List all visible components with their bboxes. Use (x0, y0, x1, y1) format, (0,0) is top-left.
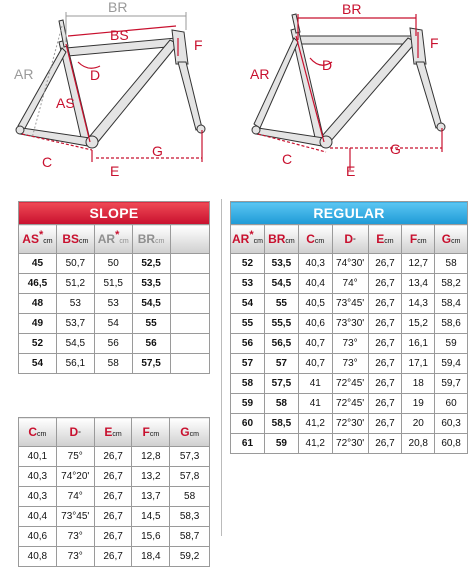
table-cell: 60,3 (435, 414, 468, 434)
table-cell: 53,7 (56, 314, 94, 334)
table-cell: 73° (56, 527, 94, 547)
table-cell: 54,5 (132, 294, 170, 314)
table-cell: 12,8 (132, 447, 170, 467)
table-cell: 73° (332, 354, 368, 374)
slope1-header-3: BRcm (132, 225, 170, 254)
table-cell: 26,7 (368, 294, 402, 314)
slope1-header-0: AS*cm (19, 225, 57, 254)
table-cell: 41,2 (298, 434, 332, 454)
table-cell: 60 (435, 394, 468, 414)
table-cell: 58 (264, 394, 298, 414)
table-cell: 73° (332, 334, 368, 354)
slope2-header-0: Ccm (19, 418, 57, 447)
slope2-header-1: D° (56, 418, 94, 447)
table-cell: 73°45' (56, 507, 94, 527)
label-br-left: BR (108, 0, 128, 15)
table-cell: 72°30' (332, 414, 368, 434)
table-cell: 60,8 (435, 434, 468, 454)
table-cell: 26,7 (368, 314, 402, 334)
table-cell: 53 (56, 294, 94, 314)
label-c-right: C (282, 151, 293, 167)
table-cell: 54 (19, 354, 57, 374)
table-cell: 52 (231, 254, 265, 274)
table-row (19, 254, 210, 274)
table-cell: 41 (298, 394, 332, 414)
table-cell: 57,8 (170, 467, 210, 487)
table-cell: 57 (264, 354, 298, 374)
slope-header-row-1 (19, 225, 210, 254)
table-row (231, 374, 468, 394)
empty-cell (170, 294, 210, 314)
label-br-right: BR (342, 1, 362, 17)
table-row (231, 254, 468, 274)
table-cell: 17,1 (402, 354, 435, 374)
table-cell: 58,4 (435, 294, 468, 314)
regular-frame-drawing (246, 0, 468, 186)
table-cell: 58 (231, 374, 265, 394)
table-cell: 55 (132, 314, 170, 334)
label-f-left: F (194, 37, 203, 53)
table-cell: 74°30' (332, 254, 368, 274)
table-cell: 26,7 (368, 254, 402, 274)
table-cell: 16,1 (402, 334, 435, 354)
table-cell: 26,7 (368, 354, 402, 374)
table-cell: 15,6 (132, 527, 170, 547)
table-cell: 40,4 (298, 274, 332, 294)
regular-title: REGULAR (231, 202, 468, 225)
slope2-header-3: Fcm (132, 418, 170, 447)
label-as: AS (56, 95, 75, 111)
table-cell: 40,3 (298, 254, 332, 274)
table-cell: 57,5 (132, 354, 170, 374)
table-cell: 13,7 (132, 487, 170, 507)
table-row (231, 274, 468, 294)
table-row (19, 467, 210, 487)
label-e-right: E (346, 163, 356, 179)
table-row (19, 334, 210, 354)
table-cell: 57,5 (264, 374, 298, 394)
table-cell: 26,7 (368, 414, 402, 434)
table-row (231, 334, 468, 354)
table-cell: 40,7 (298, 354, 332, 374)
table-cell: 41,2 (298, 414, 332, 434)
table-cell: 26,7 (368, 434, 402, 454)
table-cell: 54 (231, 294, 265, 314)
label-g-left: G (152, 143, 163, 159)
label-c-left: C (42, 154, 53, 170)
table-row (19, 447, 210, 467)
table-row (231, 394, 468, 414)
table-cell: 52 (19, 334, 57, 354)
table-cell: 40,7 (298, 334, 332, 354)
table-cell: 26,7 (94, 467, 132, 487)
slope-frame-diagram (8, 0, 230, 186)
table-cell: 26,7 (94, 447, 132, 467)
table-row (19, 507, 210, 527)
table-cell: 20,8 (402, 434, 435, 454)
table-cell: 26,7 (94, 527, 132, 547)
table-cell: 56 (231, 334, 265, 354)
label-d-left: D (90, 67, 101, 83)
table-row (231, 314, 468, 334)
table-cell: 61 (231, 434, 265, 454)
table-cell: 73°30' (332, 314, 368, 334)
table-row (19, 354, 210, 374)
table-cell: 41 (298, 374, 332, 394)
table-cell: 57,3 (170, 447, 210, 467)
table-cell: 20 (402, 414, 435, 434)
table-row (231, 414, 468, 434)
slope-size-table (18, 201, 210, 374)
table-cell: 26,7 (368, 394, 402, 414)
empty-cell (170, 274, 210, 294)
table-cell: 58,5 (264, 414, 298, 434)
regular-header-row (231, 225, 468, 254)
empty-cell (170, 314, 210, 334)
table-cell: 54 (94, 314, 132, 334)
label-g-right: G (390, 141, 401, 157)
table-row (19, 527, 210, 547)
table-cell: 51,5 (94, 274, 132, 294)
table-cell: 45 (19, 254, 57, 274)
table-cell: 56 (132, 334, 170, 354)
table-cell: 59 (231, 394, 265, 414)
table-cell: 26,7 (94, 507, 132, 527)
table-cell: 40,6 (19, 527, 57, 547)
table-cell: 59 (264, 434, 298, 454)
table-cell: 26,7 (368, 374, 402, 394)
table-cell: 58 (170, 487, 210, 507)
table-cell: 53,5 (264, 254, 298, 274)
empty-header-cell (170, 225, 210, 254)
slope-header-row-2 (19, 418, 210, 447)
table-cell: 40,4 (19, 507, 57, 527)
table-cell: 40,3 (19, 467, 57, 487)
table-cell: 54,5 (56, 334, 94, 354)
table-cell: 26,7 (368, 274, 402, 294)
table-cell: 53 (231, 274, 265, 294)
table-cell: 26,7 (368, 334, 402, 354)
label-ar-right: AR (250, 66, 270, 82)
table-cell: 18,4 (132, 547, 170, 567)
table-cell: 58,2 (435, 274, 468, 294)
table-cell: 40,5 (298, 294, 332, 314)
table-cell: 54,5 (264, 274, 298, 294)
regular-header-6: Gcm (435, 225, 468, 254)
slope2-header-4: Gcm (170, 418, 210, 447)
regular-header-1: BRcm (264, 225, 298, 254)
table-cell: 14,5 (132, 507, 170, 527)
table-cell: 12,7 (402, 254, 435, 274)
empty-cell (170, 334, 210, 354)
table-cell: 74° (56, 487, 94, 507)
table-cell: 50 (94, 254, 132, 274)
table-cell: 40,1 (19, 447, 57, 467)
table-cell: 53 (94, 294, 132, 314)
slope2-header-2: Ecm (94, 418, 132, 447)
table-cell: 59,2 (170, 547, 210, 567)
table-cell: 58 (435, 254, 468, 274)
table-row (19, 274, 210, 294)
table-cell: 14,3 (402, 294, 435, 314)
table-cell: 60 (231, 414, 265, 434)
table-cell: 74°20' (56, 467, 94, 487)
slope1-header-2: AR*cm (94, 225, 132, 254)
slope-title: SLOPE (19, 202, 210, 225)
table-cell: 19 (402, 394, 435, 414)
center-divider (221, 199, 222, 536)
table-cell: 55,5 (264, 314, 298, 334)
table-cell: 72°45' (332, 394, 368, 414)
table-cell: 46,5 (19, 274, 57, 294)
table-cell: 75° (56, 447, 94, 467)
table-row (231, 434, 468, 454)
table-cell: 72°45' (332, 374, 368, 394)
table-cell: 73° (56, 547, 94, 567)
table-cell: 59,4 (435, 354, 468, 374)
table-cell: 56 (94, 334, 132, 354)
table-cell: 73°45' (332, 294, 368, 314)
table-cell: 53,5 (132, 274, 170, 294)
table-cell: 40,6 (298, 314, 332, 334)
table-row (19, 547, 210, 567)
table-cell: 72°30' (332, 434, 368, 454)
regular-geometry-table (230, 201, 468, 454)
empty-cell (170, 354, 210, 374)
table-cell: 48 (19, 294, 57, 314)
table-cell: 56,5 (264, 334, 298, 354)
table-cell: 13,2 (132, 467, 170, 487)
table-cell: 26,7 (94, 547, 132, 567)
table-cell: 50,7 (56, 254, 94, 274)
label-e-left: E (110, 163, 120, 179)
table-cell: 59 (435, 334, 468, 354)
table-row (19, 487, 210, 507)
label-ar-left: AR (14, 66, 34, 82)
table-cell: 26,7 (94, 487, 132, 507)
table-cell: 40,8 (19, 547, 57, 567)
regular-header-5: Fcm (402, 225, 435, 254)
table-cell: 51,2 (56, 274, 94, 294)
table-cell: 58,6 (435, 314, 468, 334)
table-row (231, 294, 468, 314)
table-cell: 52,5 (132, 254, 170, 274)
label-d-right: D (322, 57, 333, 73)
table-cell: 56,1 (56, 354, 94, 374)
table-cell: 18 (402, 374, 435, 394)
table-cell: 40,3 (19, 487, 57, 507)
regular-header-3: D° (332, 225, 368, 254)
table-cell: 55 (231, 314, 265, 334)
slope-geometry-table (18, 417, 210, 567)
label-f-right: F (430, 35, 439, 51)
table-cell: 13,4 (402, 274, 435, 294)
regular-header-2: Ccm (298, 225, 332, 254)
table-cell: 58,7 (170, 527, 210, 547)
regular-header-0: AR*cm (231, 225, 265, 254)
table-cell: 55 (264, 294, 298, 314)
slope1-header-1: BScm (56, 225, 94, 254)
table-row (231, 354, 468, 374)
table-cell: 57 (231, 354, 265, 374)
table-cell: 15,2 (402, 314, 435, 334)
table-cell: 58,3 (170, 507, 210, 527)
table-row (19, 294, 210, 314)
label-bs: BS (110, 27, 129, 43)
regular-header-4: Ecm (368, 225, 402, 254)
table-cell: 49 (19, 314, 57, 334)
regular-frame-diagram (246, 0, 468, 186)
table-cell: 58 (94, 354, 132, 374)
table-cell: 59,7 (435, 374, 468, 394)
table-cell: 74° (332, 274, 368, 294)
empty-cell (170, 254, 210, 274)
table-row (19, 314, 210, 334)
